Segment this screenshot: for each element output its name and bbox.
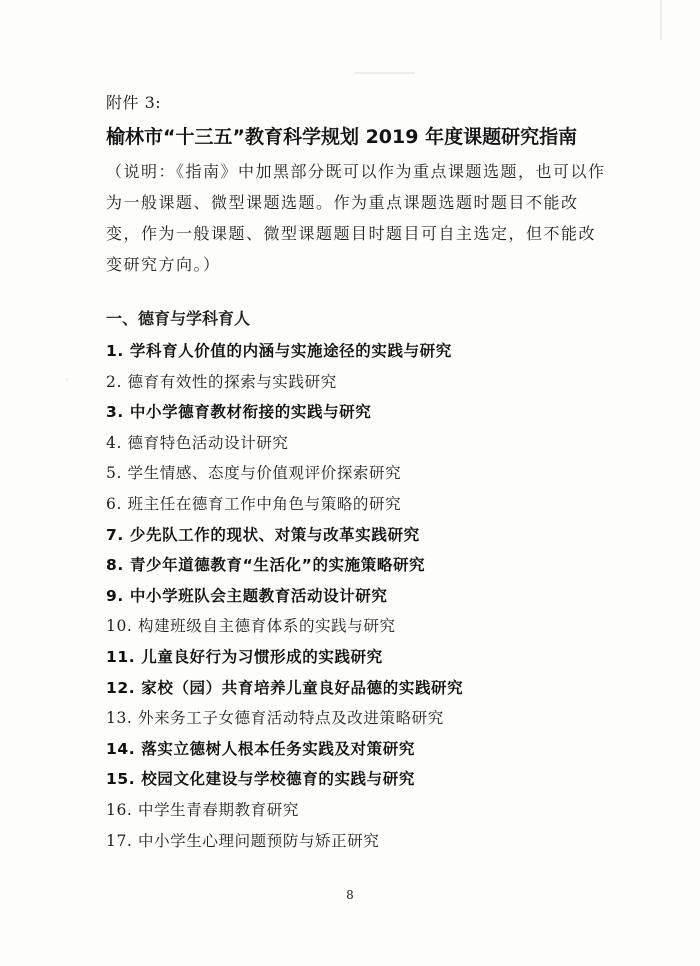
section-heading: 一、德育与学科育人 — [106, 309, 251, 328]
topic-item: 10. 构建班级自主德育体系的实践与研究 — [106, 617, 396, 636]
topic-list — [106, 336, 463, 856]
scan-artifact — [66, 378, 68, 381]
topic-item: 17. 中小学生心理问题预防与矫正研究 — [106, 831, 380, 850]
scan-artifact — [355, 72, 415, 74]
topic-item: 16. 中学生青春期教育研究 — [106, 800, 299, 819]
document-title: 榆林市“十三五”教育科学规划 2019 年度课题研究指南 — [106, 126, 578, 148]
topic-item: 1. 学科育人价值的内涵与实施途径的实践与研究 — [106, 342, 452, 360]
topic-item: 13. 外来务工子女德育活动特点及改进策略研究 — [106, 709, 444, 728]
topic-item: 11. 儿童良好行为习惯形成的实践研究 — [106, 647, 383, 666]
topic-item: 4. 德育特色活动设计研究 — [106, 433, 289, 452]
topic-item: 6. 班主任在德育工作中角色与策略的研究 — [106, 494, 402, 513]
topic-item: 7. 少先队工作的现状、对策与改革实践研究 — [106, 525, 420, 544]
topic-item: 9. 中小学班队会主题教育活动设计研究 — [106, 586, 388, 605]
explanation-note: （说明：《指南》中加黑部分既可以作为重点课题选题，也可以作为一般课题、微型课题选题。作为重点课题选题时题目不能改变，作为一般课题、微型课题题目时题目可自主选定，但不能改变研究方向。） — [106, 162, 606, 274]
topic-item: 14. 落实立德树人根本任务实践及对策研究 — [106, 739, 415, 758]
topic-item: 12. 家校（园）共育培养儿童良好品德的实践研究 — [106, 678, 464, 697]
topic-item: 2. 德育有效性的探索与实践研究 — [106, 372, 337, 391]
topic-item: 8. 青少年道德教育“生活化”的实施策略研究 — [106, 556, 426, 575]
scan-artifact — [660, 0, 662, 40]
topic-item: 5. 学生情感、态度与价值观评价探索研究 — [106, 464, 402, 483]
page-number: 8 — [346, 888, 354, 902]
topic-item: 3. 中小学德育教材衔接的实践与研究 — [106, 403, 372, 422]
topic-item: 15. 校园文化建设与学校德育的实践与研究 — [106, 770, 415, 789]
attachment-label: 附件 3: — [106, 93, 162, 112]
